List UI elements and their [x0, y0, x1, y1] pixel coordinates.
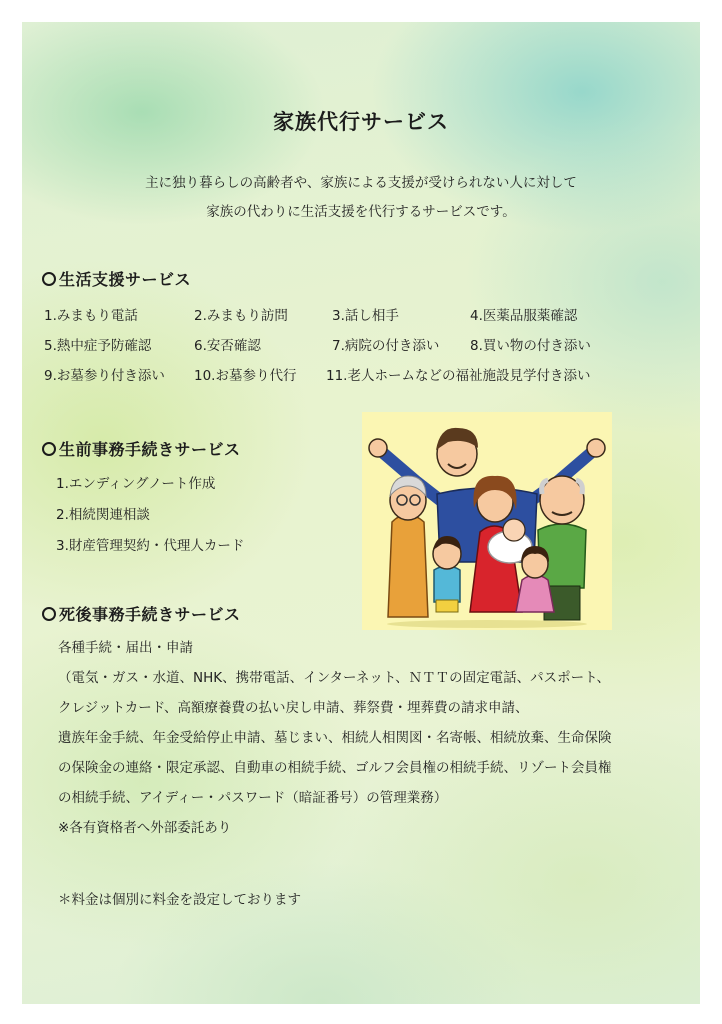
life-support-item-4: 4.医薬品服薬確認: [470, 308, 578, 324]
circle-bullet-icon: [42, 272, 56, 286]
post-death-line-6: の相続手続、アイディー・パスワード（暗証番号）の管理業務）: [58, 790, 448, 806]
page-title: 家族代行サービス: [273, 110, 449, 134]
life-support-item-3: 3.話し相手: [332, 308, 399, 324]
section-heading-label: 死後事務手続きサービス: [59, 605, 241, 624]
life-support-item-9: 9.お墓参り付き添い: [44, 368, 165, 384]
intro-line-1: 主に独り暮らしの高齢者や、家族による支援が受けられない人に対して: [145, 175, 577, 191]
post-death-line-4: 遺族年金手続、年金受給停止申請、墓じまい、相続人相関図・名寄帳、相続放棄、生命保険: [58, 730, 612, 746]
intro-line-2: 家族の代わりに生活支援を代行するサービスです。: [206, 204, 516, 220]
family-illustration-icon: [362, 412, 612, 630]
section-heading-life-support: [42, 267, 191, 290]
post-death-line-2: （電気・ガス・水道、NHK、携帯電話、インターネット、ＮＴＴの固定電話、パスポート、: [58, 670, 610, 686]
life-support-item-10: 10.お墓参り代行: [194, 368, 297, 384]
section-heading-label: 生活支援サービス: [59, 270, 192, 289]
life-support-item-2: 2.みまもり訪問: [194, 308, 288, 324]
life-support-item-5: 5.熱中症予防確認: [44, 338, 152, 354]
life-support-item-11: 11.老人ホームなどの福祉施設見学付き添い: [326, 368, 591, 384]
circle-bullet-icon: [42, 607, 56, 621]
footer-note: ＊料金は個別に料金を設定しております: [58, 892, 301, 908]
document-background: [22, 22, 700, 1004]
post-death-line-7: ※各有資格者へ外部委託あり: [58, 820, 232, 836]
section-heading-label: 生前事務手続きサービス: [59, 440, 241, 459]
life-support-item-6: 6.安否確認: [194, 338, 261, 354]
post-death-line-5: の保険金の連絡・限定承認、自動車の相続手続、ゴルフ会員権の相続手続、リゾート会員権: [58, 760, 612, 776]
pre-death-item-3: 3.財産管理契約・代理人カード: [56, 538, 245, 554]
life-support-item-1: 1.みまもり電話: [44, 308, 138, 324]
life-support-item-8: 8.買い物の付き添い: [470, 338, 591, 354]
circle-bullet-icon: [42, 442, 56, 456]
pre-death-item-2: 2.相続関連相談: [56, 507, 150, 523]
section-heading-pre-death: [42, 437, 241, 460]
section-heading-post-death: [42, 602, 241, 625]
pre-death-item-1: 1.エンディングノート作成: [56, 476, 216, 492]
post-death-line-3: クレジットカード、高額療養費の払い戻し申請、葬祭費・埋葬費の請求申請、: [58, 700, 529, 716]
post-death-line-1: 各種手続・届出・申請: [58, 640, 193, 656]
family-illustration: [362, 412, 612, 630]
life-support-item-7: 7.病院の付き添い: [332, 338, 440, 354]
